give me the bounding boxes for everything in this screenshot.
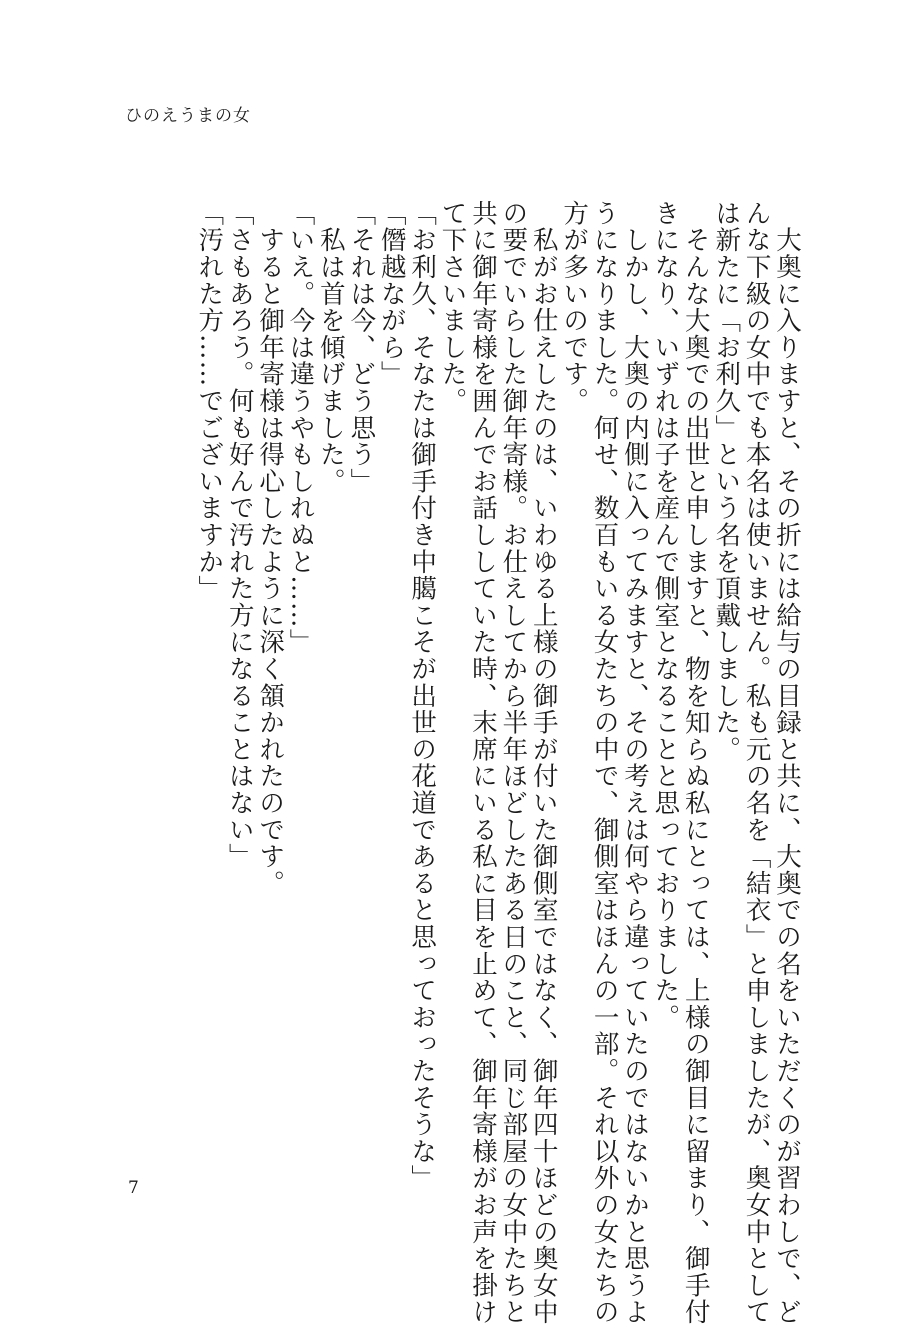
text-line: 「さもあろう。何も好んで汚れた方になることはない」 <box>224 200 255 870</box>
text-line: きになり、いずれは子を産んで側室となることと思っておりました。 <box>650 200 681 1031</box>
text-line: 方が多いのです。 <box>559 200 590 415</box>
text-line: しかし、大奥の内側に入ってみますと、その考えは何やら違っていたのではないかと思うよ <box>619 200 650 1326</box>
text-line: すると御年寄様は得心したように深く頷かれたのです。 <box>255 200 286 897</box>
text-line: 私がお仕えしたのは、いわゆる上様の御手が付いた御側室ではなく、御年四十ほどの奥女中 <box>528 200 559 1326</box>
running-head: ひのえうまの女 <box>125 106 251 126</box>
text-line: 「いえ。今は違うやもしれぬと……」 <box>285 200 316 656</box>
page-number: 7 <box>128 1178 139 1198</box>
text-line: そんな大奥での出世と申しますと、物を知らぬ私にとっては、上様の御目に留まり、御手付 <box>680 200 711 1326</box>
text-line: 「僭越ながら」 <box>376 200 407 388</box>
text-line: の要でいらした御年寄様。お仕えしてから半年ほどしたある日のこと、同じ部屋の女中たちと <box>498 200 529 1326</box>
text-line: 私は首を傾げました。 <box>315 200 346 495</box>
vertical-text-body <box>90 200 802 1326</box>
text-line: 大奥に入りますと、その折には給与の目録と共に、大奥での名をいただくのが習わしで、ど <box>772 200 802 1326</box>
text-line: 「汚れた方……でございますか」 <box>194 200 225 602</box>
text-line: んな下級の女中でも本名は使いません。私も元の名を「結衣」と申しましたが、奥女中として <box>741 200 772 1326</box>
text-line: 「お利久、そなたは御手付き中臈こそが出世の花道であると思っておったそうな」 <box>407 200 438 1192</box>
text-line: 「それは今、どう思う」 <box>346 200 377 495</box>
text-line: は新たに「お利久」という名を頂戴しました。 <box>711 200 742 763</box>
text-line: うになりました。何せ、数百もいる女たちの中で、御側室はほんの一部。それ以外の女たちの <box>589 200 620 1326</box>
text-line: 共に御年寄様を囲んでお話ししていた時、末席にいる私に目を止めて、御年寄様がお声を掛け <box>467 200 498 1326</box>
text-line: て下さいました。 <box>437 200 468 415</box>
